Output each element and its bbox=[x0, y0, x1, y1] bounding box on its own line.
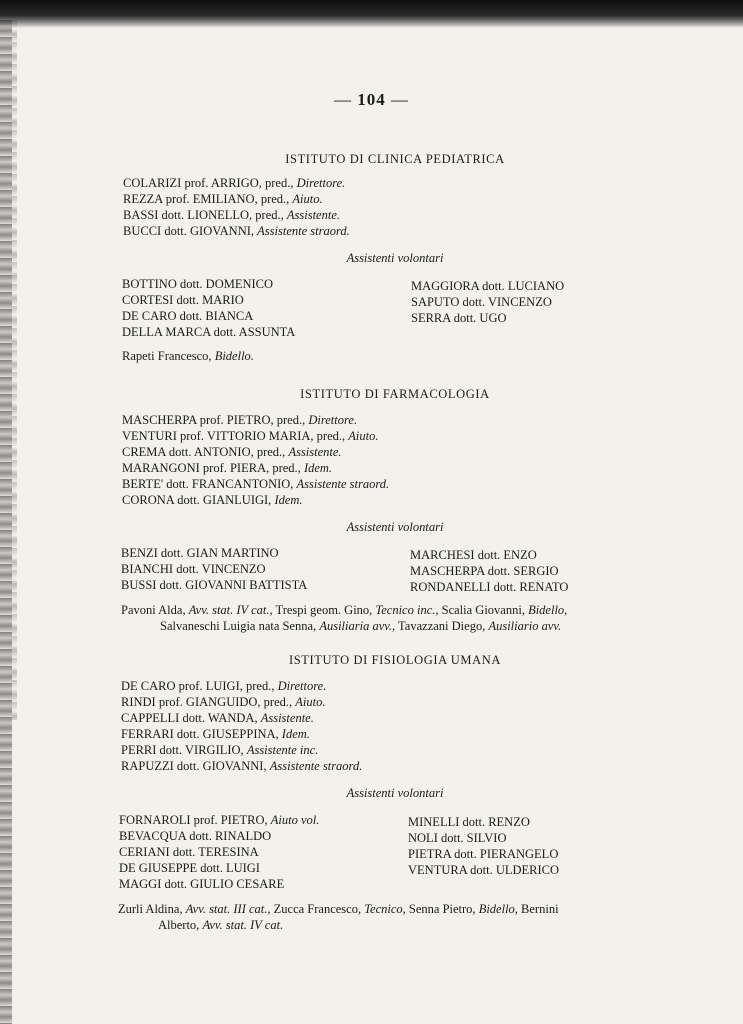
other-staff-line: Rapeti Francesco, Bidello. bbox=[122, 349, 254, 363]
scan-left-shadow bbox=[12, 20, 17, 720]
staff-line: MARANGONI prof. PIERA, pred., Idem. bbox=[122, 461, 333, 475]
volunteer-right: MASCHERPA dott. SERGIO bbox=[410, 564, 559, 578]
volunteer-left: CORTESI dott. MARIO bbox=[122, 293, 244, 307]
staff-line: BUCCI dott. GIOVANNI, Assistente straord. bbox=[123, 224, 350, 238]
volunteer-left: BUSSI dott. GIOVANNI BATTISTA bbox=[121, 578, 308, 592]
staff-line: CORONA dott. GIANLUIGI, Idem. bbox=[122, 493, 303, 507]
staff-line: FERRARI dott. GIUSEPPINA, Idem. bbox=[121, 727, 310, 741]
staff-line: BASSI dott. LIONELLO, pred., Assistente. bbox=[123, 208, 340, 222]
volunteer-right: VENTURA dott. ULDERICO bbox=[408, 863, 560, 877]
volunteer-left: BIANCHI dott. VINCENZO bbox=[121, 562, 266, 576]
volunteer-left: DE CARO dott. BIANCA bbox=[122, 309, 254, 323]
scan-top-edge bbox=[0, 0, 743, 28]
staff-line: COLARIZI prof. ARRIGO, pred., Direttore. bbox=[123, 176, 346, 190]
volunteers-title: Assistenti volontari bbox=[346, 520, 444, 534]
staff-line: CREMA dott. ANTONIO, pred., Assistente. bbox=[122, 445, 342, 459]
staff-line: RINDI prof. GIANGUIDO, pred., Aiuto. bbox=[121, 695, 326, 709]
staff-line: CAPPELLI dott. WANDA, Assistente. bbox=[121, 711, 314, 725]
volunteers-title: Assistenti volontari bbox=[346, 786, 444, 800]
volunteer-left: MAGGI dott. GIULIO CESARE bbox=[119, 877, 285, 891]
volunteer-left: BENZI dott. GIAN MARTINO bbox=[121, 546, 279, 560]
volunteer-right: RONDANELLI dott. RENATO bbox=[410, 580, 569, 594]
section-heading-farmacologia: ISTITUTO DI FARMACOLOGIA bbox=[300, 387, 490, 401]
volunteer-left: CERIANI dott. TERESINA bbox=[119, 845, 259, 859]
page-number: — 104 — bbox=[334, 90, 409, 109]
other-staff-line: Salvaneschi Luigia nata Senna, Ausiliaria avv., Tavazzani Diego, Ausiliario avv. bbox=[160, 619, 562, 633]
section-heading-clinica-pediatrica: ISTITUTO DI CLINICA PEDIATRICA bbox=[285, 152, 505, 166]
staff-line: RAPUZZI dott. GIOVANNI, Assistente straord. bbox=[121, 759, 363, 773]
volunteer-right: SAPUTO dott. VINCENZO bbox=[411, 295, 552, 309]
volunteer-left: FORNAROLI prof. PIETRO, Aiuto vol. bbox=[119, 813, 320, 827]
staff-line: BERTE' dott. FRANCANTONIO, Assistente straord. bbox=[122, 477, 390, 491]
volunteer-right: MAGGIORA dott. LUCIANO bbox=[411, 279, 565, 293]
staff-line: MASCHERPA prof. PIETRO, pred., Direttore. bbox=[122, 413, 358, 427]
volunteer-right: NOLI dott. SILVIO bbox=[408, 831, 507, 845]
volunteer-left: BOTTINO dott. DOMENICO bbox=[122, 277, 274, 291]
page-number-value: 104 bbox=[357, 90, 386, 109]
volunteer-left: BEVACQUA dott. RINALDO bbox=[119, 829, 272, 843]
other-staff-line: Pavoni Alda, Avv. stat. IV cat., Trespi geom. Gino, Tecnico inc., Scalia Giovanni, Bidello, bbox=[121, 603, 568, 617]
other-staff-line: Zurli Aldina, Avv. stat. III cat., Zucca Francesco, Tecnico, Senna Pietro, Bidello, Bernini bbox=[118, 902, 559, 916]
volunteer-right: MARCHESI dott. ENZO bbox=[410, 548, 537, 562]
section-heading-fisiologia-umana: ISTITUTO DI FISIOLOGIA UMANA bbox=[288, 653, 502, 667]
volunteer-left: DELLA MARCA dott. ASSUNTA bbox=[122, 325, 296, 339]
volunteer-right: PIETRA dott. PIERANGELO bbox=[408, 847, 559, 861]
other-staff-line: Alberto, Avv. stat. IV cat. bbox=[158, 918, 284, 932]
volunteer-right: MINELLI dott. RENZO bbox=[408, 815, 530, 829]
volunteer-left: DE GIUSEPPE dott. LUIGI bbox=[119, 861, 260, 875]
staff-line: REZZA prof. EMILIANO, pred., Aiuto. bbox=[123, 192, 323, 206]
staff-line: DE CARO prof. LUIGI, pred., Direttore. bbox=[121, 679, 327, 693]
volunteers-title: Assistenti volontari bbox=[346, 251, 444, 265]
staff-line: VENTURI prof. VITTORIO MARIA, pred., Aiuto. bbox=[122, 429, 379, 443]
volunteer-right: SERRA dott. UGO bbox=[411, 311, 507, 325]
staff-line: PERRI dott. VIRGILIO, Assistente inc. bbox=[121, 743, 319, 757]
